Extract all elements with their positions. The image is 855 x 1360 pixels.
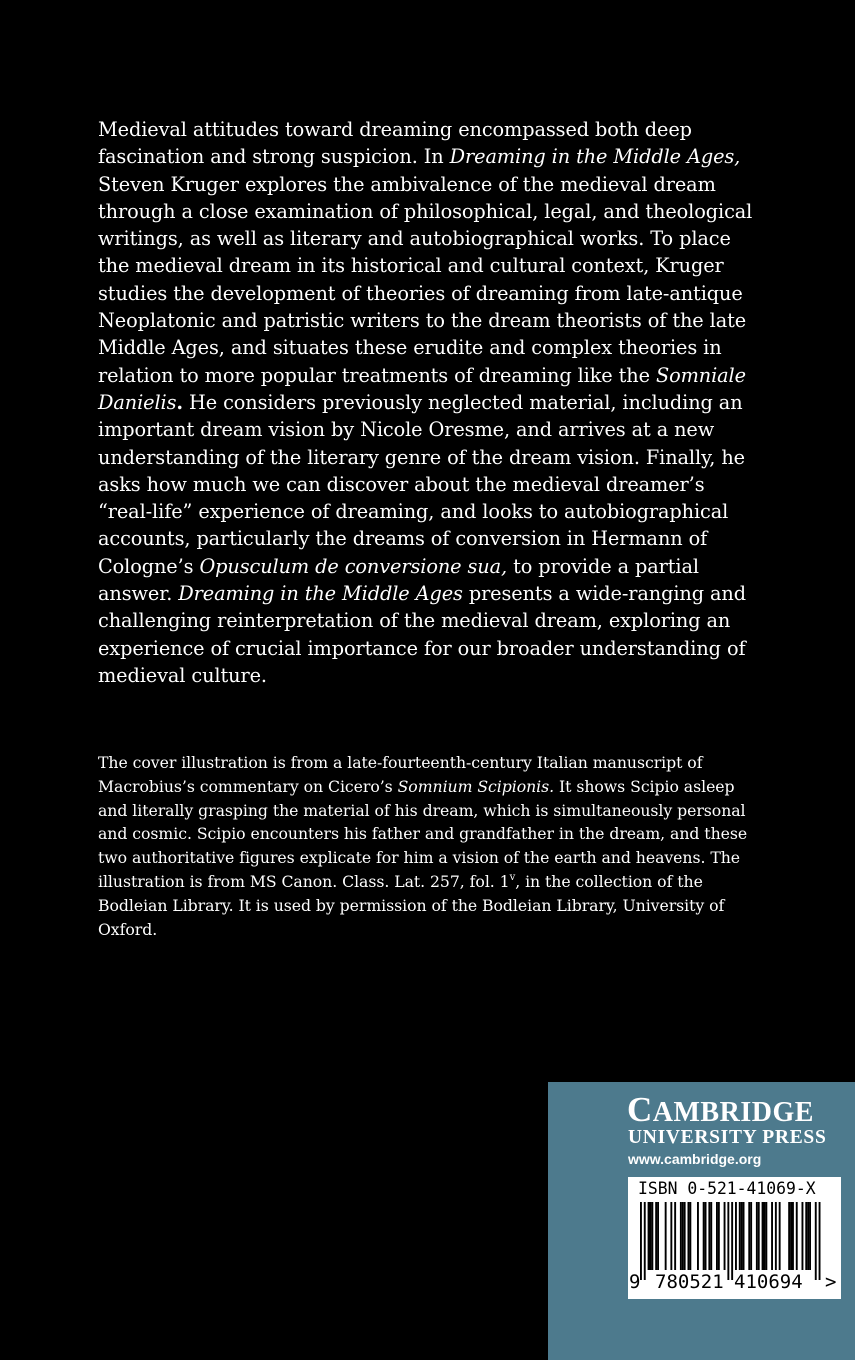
barcode-bar	[775, 1202, 777, 1270]
barcode-bar	[764, 1202, 766, 1270]
barcode-bar	[796, 1202, 798, 1270]
barcode-bar	[788, 1202, 790, 1270]
isbn-label: ISBN 0-521-41069-X	[638, 1179, 816, 1198]
barcode-bar	[790, 1202, 792, 1270]
barcode-bar	[750, 1202, 752, 1270]
barcode-bar	[648, 1202, 650, 1270]
barcode-bar	[682, 1202, 684, 1270]
barcode-bar	[743, 1202, 745, 1270]
barcode-bar	[674, 1202, 676, 1270]
barcode-bar	[689, 1202, 691, 1270]
publisher-press-line: UNIVERSITY PRESS	[628, 1127, 827, 1148]
barcode-bar	[724, 1202, 726, 1270]
publisher-panel	[548, 1082, 855, 1360]
barcode-bar	[716, 1202, 718, 1270]
barcode-bar	[748, 1202, 750, 1270]
folio-verso-superscript: v	[509, 871, 516, 883]
barcode-bar	[807, 1202, 809, 1270]
cover-note-title-italic: Somnium Scipionis.	[397, 776, 555, 796]
blurb-text-4: to provide a partial answer.	[98, 554, 699, 606]
barcode-bar	[657, 1202, 659, 1270]
blurb-text-2: Steven Kruger explores the ambivalence of the medieval dream through a close examination of philosophical, legal, and theological writings, as well as literary and autobiographical works. To place the medieval dream in its historical and cultural context, Kruger studies the development of theories of dreaming from late-antique Neoplatonic and patristic writers to the dream theorists of the late Middle Ages, and situates these erudite and complex theories in relation to more popular treatments of dreaming like the	[98, 172, 753, 387]
barcode-guard-bar	[731, 1202, 733, 1280]
isbn-barcode-panel	[628, 1177, 841, 1299]
barcode-bar	[688, 1202, 690, 1270]
blurb-text-1: Medieval attitudes toward dreaming encompassed both deep fascination and strong suspicion. In	[98, 118, 692, 169]
barcode-bar	[670, 1202, 672, 1270]
cover-illustration-note	[98, 751, 766, 941]
barcode-bar	[758, 1202, 760, 1270]
barcode-quiet-zone-mark: >	[825, 1271, 837, 1293]
barcode-guard-bar	[815, 1202, 817, 1280]
barcode-bar	[703, 1202, 705, 1270]
barcode-bar	[762, 1202, 764, 1270]
barcode-bar	[779, 1202, 781, 1270]
barcode-bar	[739, 1202, 741, 1270]
blurb-title-italic-4: Dreaming in the Middle Ages	[178, 582, 463, 606]
blurb-bold-period: .	[176, 390, 184, 414]
barcode-guard-bar	[727, 1202, 729, 1280]
cover-note-text-1: The cover illustration is from a late-fourteenth-century Italian manuscript of Macrobius’s commentary on Cicero’s	[98, 753, 703, 796]
blurb-text-3: He considers previously neglected material, including an important dream vision by Nicole Oresme, and arrives at a new understanding of the literary genre of the dream vision. Finally, he asks how much we can discover about the medieval dreamer’s “real-life” experience of dreaming, and looks to autobiographical accounts, particularly the dreams of conversion in Hermann of Cologne’s	[98, 390, 745, 578]
barcode-guard-bar	[819, 1202, 821, 1280]
publisher-url: www.cambridge.org	[628, 1151, 762, 1167]
barcode-guard-bar	[644, 1202, 646, 1280]
barcode-bar	[792, 1202, 794, 1270]
barcode-bar	[680, 1202, 682, 1270]
barcode-lead-digit: 9	[629, 1271, 641, 1293]
barcode-bar	[697, 1202, 699, 1270]
barcode-digits	[628, 1271, 841, 1297]
barcode-bar	[684, 1202, 686, 1270]
barcode-guard-bar	[640, 1202, 642, 1280]
barcode-bar	[655, 1202, 657, 1270]
barcode-bar	[650, 1202, 652, 1270]
cover-note-text-3: , in the collection of the Bodleian Library. It is used by permission of the Bodleian Library, University of Oxford.	[98, 871, 725, 939]
barcode-bar	[771, 1202, 773, 1270]
barcode-bar	[805, 1202, 807, 1270]
publisher-name-rest: AMBRIDGE	[652, 1097, 814, 1128]
back-cover-blurb	[98, 116, 764, 689]
publisher-name	[627, 1090, 814, 1130]
barcode-bar	[710, 1202, 712, 1270]
barcode-left-digits: 780521	[655, 1271, 724, 1293]
barcode-bar	[809, 1202, 811, 1270]
barcode-bar	[705, 1202, 707, 1270]
ean13-barcode	[628, 1202, 841, 1282]
blurb-title-italic-2: Somniale Danielis	[98, 363, 746, 414]
barcode-right-digits: 410694	[734, 1271, 803, 1293]
barcode-bar	[718, 1202, 720, 1270]
barcode-bar	[651, 1202, 653, 1270]
cover-note-text-2: It shows Scipio asleep and literally grasping the material of his dream, which is simultaneously personal and cosmic. Scipio encounters his father and grandfather in the dream, and these two authoritative figures explicate for him a vision of the earth and heavens. The illustration is from MS Canon. Class. Lat. 257, fol. 1	[98, 776, 748, 891]
barcode-bar	[741, 1202, 743, 1270]
publisher-name-initial: C	[627, 1090, 653, 1129]
blurb-title-italic-1: Dreaming in the Middle Ages,	[449, 145, 741, 169]
barcode-bar	[708, 1202, 710, 1270]
blurb-text-5: presents a wide-ranging and challenging reinterpretation of the medieval dream, exploring an experience of crucial importance for our broader understanding of medieval culture.	[98, 582, 746, 687]
barcode-bar	[765, 1202, 767, 1270]
barcode-bar	[735, 1202, 737, 1270]
barcode-bar	[665, 1202, 667, 1270]
barcode-bar	[802, 1202, 804, 1270]
blurb-title-italic-3: Opusculum de conversione sua,	[199, 554, 508, 578]
barcode-bar	[756, 1202, 758, 1270]
